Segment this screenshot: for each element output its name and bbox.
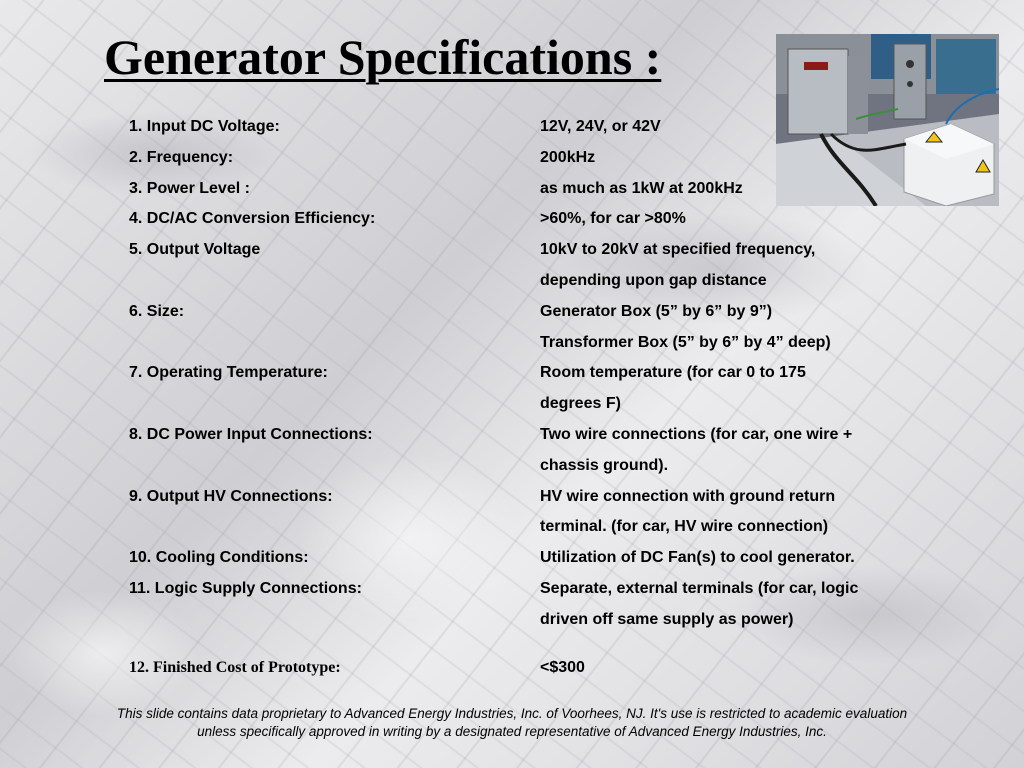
spec-value-line: Room temperature (for car 0 to 175 xyxy=(540,364,806,382)
spec-value xyxy=(540,174,920,205)
spec-value-line: depending upon gap distance xyxy=(540,271,767,289)
spec-value-line: 200kHz xyxy=(540,148,596,166)
spec-value xyxy=(540,112,920,143)
spec-value-line: terminal. (for car, HV wire connection) xyxy=(540,518,829,536)
spec-value-line: HV wire connection with ground return xyxy=(540,487,836,505)
spec-label: 2. Frequency: xyxy=(129,148,234,166)
spec-label: 6. Size: xyxy=(129,302,185,320)
spec-label: 10. Cooling Conditions: xyxy=(129,549,309,567)
spec-value-line: <$300 xyxy=(540,658,585,676)
spec-value xyxy=(540,358,920,420)
spec-value-line: driven off same supply as power) xyxy=(540,610,794,628)
spec-row xyxy=(129,235,929,297)
spec-value xyxy=(540,482,920,544)
spec-label: 7. Operating Temperature: xyxy=(129,364,328,382)
spec-row xyxy=(129,143,929,174)
spec-row xyxy=(129,112,929,143)
spec-value-line: 12V, 24V, or 42V xyxy=(540,118,661,135)
spec-row xyxy=(129,358,929,420)
spec-value-line: Transformer Box (5” by 6” by 4” deep) xyxy=(540,333,831,351)
spec-value-line: chassis ground). xyxy=(540,456,669,474)
spec-label: 5. Output Voltage xyxy=(129,241,261,259)
spec-row xyxy=(129,174,929,205)
footer-line: This slide contains data proprietary to Advanced Energy Industries, Inc. of Voorhees, NJ. It's use is restricted to academic evaluation xyxy=(116,706,908,721)
footer-line: unless specifically approved in writing by a designated representative of Advanced Energy Industries, Inc. xyxy=(197,724,827,739)
spec-row xyxy=(129,482,929,544)
spec-value-line: 10kV to 20kV at specified frequency, xyxy=(540,241,816,259)
slide-title: Generator Specifications : xyxy=(104,29,662,85)
spec-label: 11. Logic Supply Connections: xyxy=(129,579,362,597)
spec-value xyxy=(540,204,920,235)
spec-label: 1. Input DC Voltage: xyxy=(129,118,280,135)
spec-row xyxy=(129,420,929,482)
spec-value xyxy=(540,543,920,574)
spec-value-line: Utilization of DC Fan(s) to cool generator. xyxy=(540,549,855,567)
proprietary-notice xyxy=(60,705,964,741)
spec-label: 12. Finished Cost of Prototype: xyxy=(129,658,341,676)
spec-row xyxy=(129,297,929,359)
spec-value-line: degrees F) xyxy=(540,395,621,413)
spec-label: 3. Power Level : xyxy=(129,179,250,197)
spec-value-line: >60%, for car >80% xyxy=(540,210,686,228)
spec-value xyxy=(540,420,920,482)
spec-row-cost xyxy=(129,653,929,684)
spec-table xyxy=(129,112,929,683)
spec-row xyxy=(129,204,929,235)
spec-value-line: as much as 1kW at 200kHz xyxy=(540,179,743,197)
spec-label: 8. DC Power Input Connections: xyxy=(129,425,373,443)
spec-value xyxy=(540,653,920,684)
spec-value xyxy=(540,297,920,359)
spec-value xyxy=(540,143,920,174)
spec-label: 9. Output HV Connections: xyxy=(129,487,333,505)
spec-value-line: Two wire connections (for car, one wire + xyxy=(540,425,853,443)
spec-label: 4. DC/AC Conversion Efficiency: xyxy=(129,210,376,228)
spec-value-line: Separate, external terminals (for car, logic xyxy=(540,579,859,597)
spec-value-line: Generator Box (5” by 6” by 9”) xyxy=(540,302,773,320)
spec-value xyxy=(540,235,920,297)
spec-value xyxy=(540,574,920,636)
spec-row xyxy=(129,543,929,574)
spec-row xyxy=(129,574,929,636)
